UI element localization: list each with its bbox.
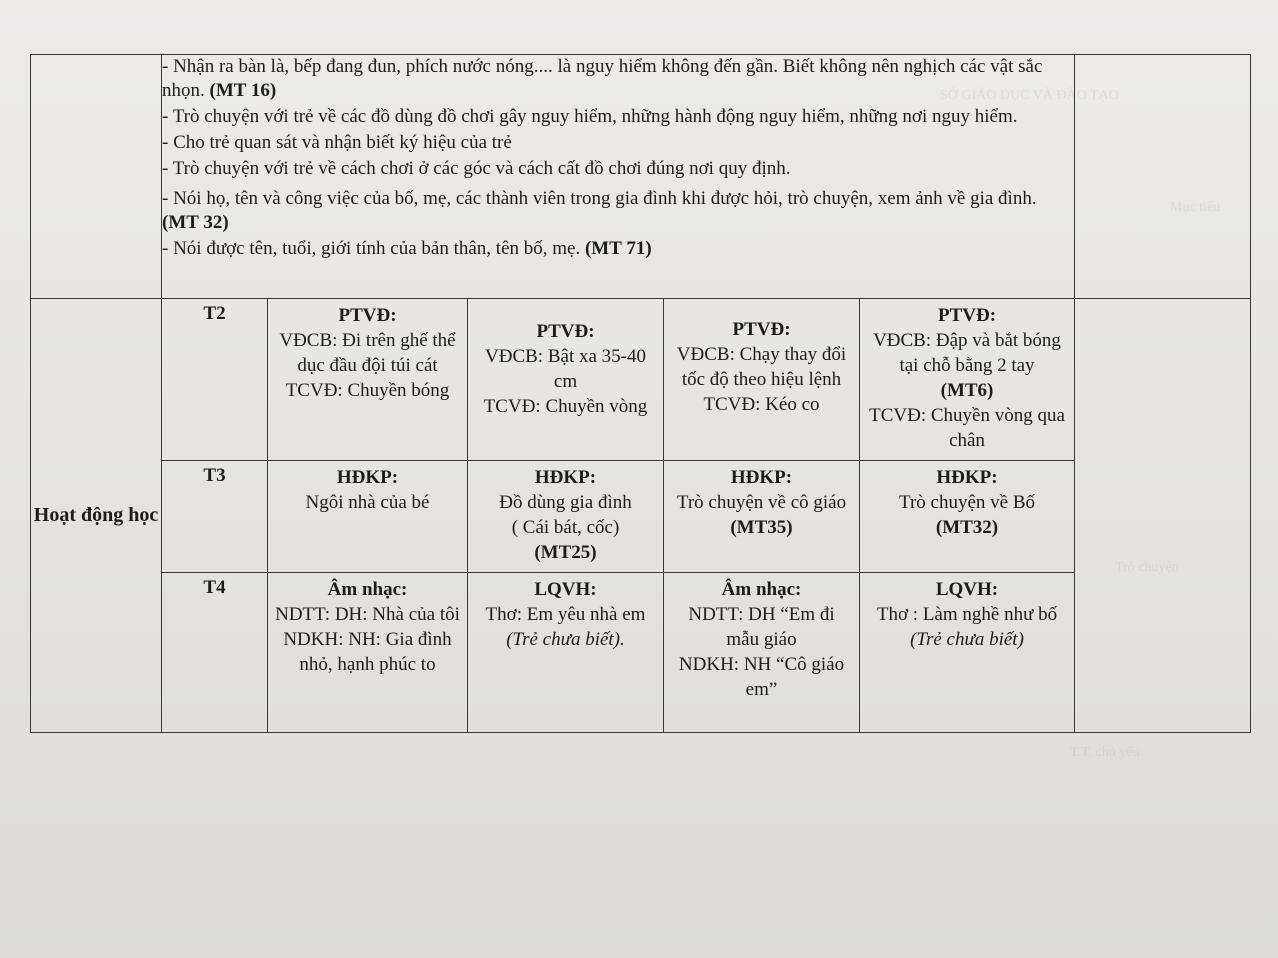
intro-row xyxy=(31,55,1251,299)
day-row xyxy=(31,299,1251,461)
activity-cell: PTVĐ: VĐCB: Đập và bắt bóng tại chỗ bằng 2 tay (MT6) TCVĐ: Chuyền vòng qua chân xyxy=(860,299,1075,461)
activity-cell: HĐKP: Trò chuyện về Bố (MT32) xyxy=(860,461,1075,573)
blank-right-cell xyxy=(1075,299,1251,733)
intro-line: - Nói được tên, tuổi, giới tính của bản thân, tên bố, mẹ. (MT 71) xyxy=(162,238,652,259)
activity-cell: PTVĐ: VĐCB: Bật xa 35-40 cm TCVĐ: Chuyền vòng xyxy=(468,299,664,461)
document-page: SỞ GIÁO DỤC VÀ ĐÀO TẠO Mục tiêu Trò chuyện T.T. chủ yếu - Nhận ra bàn là, bếp đang đun, phích nước nóng.... là nguy hiểm không đến gần. Biết không nên nghịch các vật sắc nhọn. (MT 16) - Trò chuyện với trẻ về các đồ dùng đồ chơi gây nguy hiểm, những hành động nguy hiểm, những nơi nguy hiểm. - Cho trẻ quan sát và nhận biết ký hiệu của trẻ - Trò chuyện với trẻ về cách chơi ở các góc và cách cất đồ chơi đúng nơi quy định. - Nói họ, tên và công việc của bố, mẹ, các thành viên trong gia đình khi được hỏi, trò chuyện, xem ảnh về gia đình. (MT 32) - Nói được tên, tuổi, giới tính của bản thân, tên bố, mẹ. (MT 71) Hoạt động học T2 PTVĐ: VĐCB: Đi trên ghế thể dục đầu đội túi cát TCVĐ: Chuyền bóng PTVĐ: VĐCB: Bật xa 35-40 cm TCVĐ: Chuyền vòng PTVĐ: VĐCB: Chạy thay đổi tốc độ theo hiệu lệnh TCVĐ: Kéo co PTVĐ: VĐCB: Đập và bắt bóng tại chỗ bằng 2 tay (MT6) TCVĐ: Chuyền vòng qua chân T3 HĐKP: Ngôi nhà của bé HĐKP: Đồ dùng gia đình ( Cái bát, cốc) (MT25) HĐKP: Trò chuyện về cô giáo (MT35) HĐKP: Trò chuyện về Bố (MT32) T4 Âm nhạc: NDTT: DH: Nhà của tôi NDKH: NH: Gia đình nhỏ, hạnh phúc to LQVH: Thơ: Em yêu nhà em (Trẻ chưa biết). Âm nhạc: NDTT: DH “Em đi mẫu giáo NDKH: NH “Cô giáo em” LQVH: Thơ : Làm nghề như bố (Trẻ chưa biết) xyxy=(0,0,1278,958)
intro-cell xyxy=(162,55,1075,299)
lesson-plan-table xyxy=(30,54,1251,733)
day-label: T2 xyxy=(162,299,268,461)
day-label: T4 xyxy=(162,573,268,733)
intro-line: - Nhận ra bàn là, bếp đang đun, phích nước nóng.... là nguy hiểm không đến gần. Biết không nên nghịch các vật sắc nhọn. (MT 16) xyxy=(162,56,1043,101)
activity-cell: LQVH: Thơ: Em yêu nhà em (Trẻ chưa biết). xyxy=(468,573,664,733)
activity-cell: PTVĐ: VĐCB: Chạy thay đổi tốc độ theo hiệu lệnh TCVĐ: Kéo co xyxy=(664,299,860,461)
intro-line: - Cho trẻ quan sát và nhận biết ký hiệu của trẻ xyxy=(162,132,512,153)
intro-line: - Trò chuyện với trẻ về các đồ dùng đồ chơi gây nguy hiểm, những hành động nguy hiểm, những nơi nguy hiểm. xyxy=(162,106,1018,127)
activity-cell: PTVĐ: VĐCB: Đi trên ghế thể dục đầu đội túi cát TCVĐ: Chuyền bóng xyxy=(268,299,468,461)
activity-cell: HĐKP: Trò chuyện về cô giáo (MT35) xyxy=(664,461,860,573)
intro-line: - Trò chuyện với trẻ về cách chơi ở các góc và cách cất đồ chơi đúng nơi quy định. xyxy=(162,158,791,179)
activity-cell: HĐKP: Ngôi nhà của bé xyxy=(268,461,468,573)
section-label: Hoạt động học xyxy=(31,299,162,733)
activity-cell: Âm nhạc: NDTT: DH “Em đi mẫu giáo NDKH: NH “Cô giáo em” xyxy=(664,573,860,733)
blank-left-cell xyxy=(31,55,162,299)
day-row xyxy=(31,461,1251,573)
blank-right-cell xyxy=(1075,55,1251,299)
activity-cell: HĐKP: Đồ dùng gia đình ( Cái bát, cốc) (MT25) xyxy=(468,461,664,573)
intro-line: - Nói họ, tên và công việc của bố, mẹ, các thành viên trong gia đình khi được hỏi, trò chuyện, xem ảnh về gia đình. (MT 32) xyxy=(162,188,1037,233)
day-row xyxy=(31,573,1251,733)
activity-cell: Âm nhạc: NDTT: DH: Nhà của tôi NDKH: NH: Gia đình nhỏ, hạnh phúc to xyxy=(268,573,468,733)
day-label: T3 xyxy=(162,461,268,573)
activity-cell: LQVH: Thơ : Làm nghề như bố (Trẻ chưa biết) xyxy=(860,573,1075,733)
